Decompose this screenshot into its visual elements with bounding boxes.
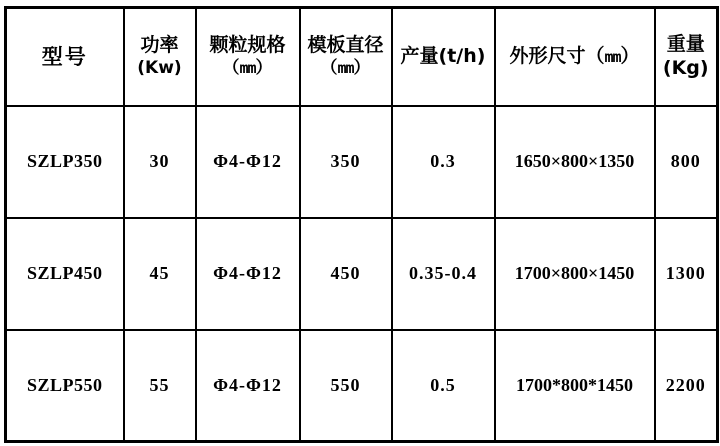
cell-model: SZLP550 xyxy=(6,330,124,442)
cell-diameter: 350 xyxy=(300,106,392,218)
cell-diameter: 550 xyxy=(300,330,392,442)
header-model-label: 型号 xyxy=(41,44,88,69)
cell-granule: Φ4-Φ12 xyxy=(196,218,300,330)
header-diameter-paren-open: （ xyxy=(320,58,338,78)
cell-model: SZLP450 xyxy=(6,218,124,330)
specification-table xyxy=(4,6,719,443)
header-dimensions xyxy=(495,8,655,106)
cell-weight: 1300 xyxy=(655,218,718,330)
header-output-label: 产量(t/h) xyxy=(400,44,486,67)
cell-granule: Φ4-Φ12 xyxy=(196,106,300,218)
header-dimensions-unit-mm: mm xyxy=(604,47,621,66)
header-granule-paren-close: ） xyxy=(255,58,273,78)
header-diameter-paren-close: ） xyxy=(353,58,371,78)
cell-dimensions: 1700*800*1450 xyxy=(495,330,655,442)
header-diameter xyxy=(300,8,392,106)
header-granule-label: 颗粒规格 xyxy=(209,34,286,57)
header-granule-paren-open: （ xyxy=(222,58,240,78)
table-row xyxy=(6,106,718,218)
header-diameter-unit xyxy=(304,58,388,79)
header-model xyxy=(6,8,124,106)
header-granule-unit xyxy=(200,58,296,79)
cell-weight: 800 xyxy=(655,106,718,218)
header-power xyxy=(124,8,196,106)
table-header-row xyxy=(6,8,718,106)
header-dimensions-paren-close: ） xyxy=(620,44,640,67)
cell-output: 0.5 xyxy=(392,330,495,442)
table-row xyxy=(6,330,718,442)
cell-model: SZLP350 xyxy=(6,106,124,218)
table-row xyxy=(6,218,718,330)
cell-power: 55 xyxy=(124,330,196,442)
cell-dimensions: 1650×800×1350 xyxy=(495,106,655,218)
header-granule-unit-mm: mm xyxy=(239,59,256,77)
cell-dimensions: 1700×800×1450 xyxy=(495,218,655,330)
header-dimensions-label: 外形尺寸（ xyxy=(509,44,605,67)
header-weight-label: 重量(Kg) xyxy=(662,33,709,79)
header-power-label: 功率 xyxy=(140,34,179,57)
header-diameter-unit-mm: mm xyxy=(337,59,354,77)
cell-output: 0.3 xyxy=(392,106,495,218)
cell-weight: 2200 xyxy=(655,330,718,442)
header-granule xyxy=(196,8,300,106)
cell-power: 30 xyxy=(124,106,196,218)
cell-output: 0.35-0.4 xyxy=(392,218,495,330)
cell-diameter: 450 xyxy=(300,218,392,330)
cell-power: 45 xyxy=(124,218,196,330)
header-output xyxy=(392,8,495,106)
header-diameter-label: 模板直径 xyxy=(307,34,384,57)
header-power-unit: (Kw) xyxy=(137,58,182,78)
header-weight xyxy=(655,8,718,106)
cell-granule: Φ4-Φ12 xyxy=(196,330,300,442)
